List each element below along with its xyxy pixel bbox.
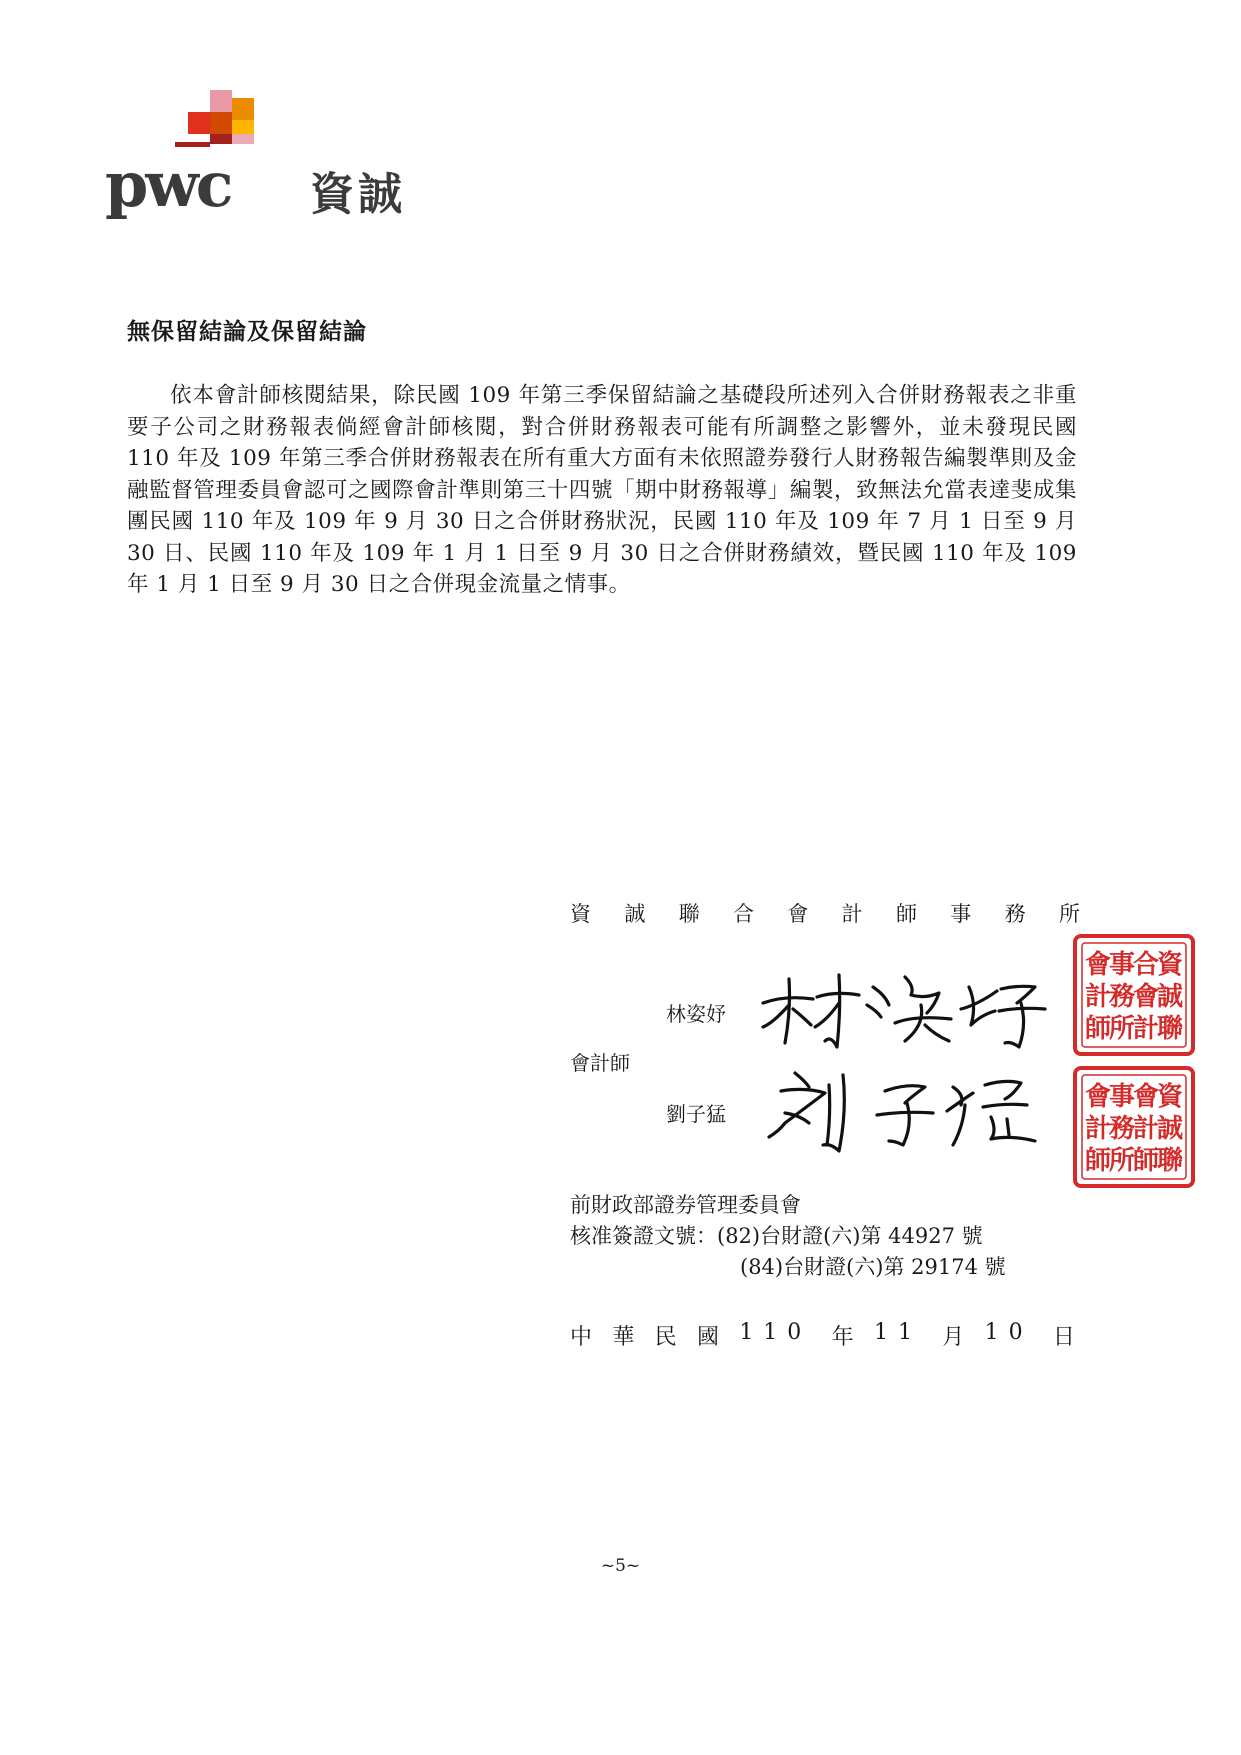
date-part: 國 — [696, 1325, 719, 1350]
date-part: 中 — [570, 1325, 593, 1350]
svg-text:計: 計 — [1084, 982, 1112, 1012]
svg-text:計: 計 — [1084, 1114, 1112, 1144]
svg-text:會: 會 — [1132, 982, 1160, 1012]
svg-text:所: 所 — [1108, 1014, 1136, 1044]
registration-authority: 前財政部證券管理委員會 — [570, 1193, 801, 1217]
svg-text:所: 所 — [1108, 1146, 1136, 1176]
svg-text:誠: 誠 — [1156, 982, 1184, 1012]
firm-name-char: 事 — [950, 902, 972, 926]
firm-name-char: 資 — [570, 902, 591, 926]
registration-number-1: 核准簽證文號：(82)台財證(六)第 44927 號 — [570, 1224, 983, 1248]
svg-text:事: 事 — [1108, 950, 1136, 980]
accountant-seal-stamp — [1072, 1065, 1196, 1189]
date-part: 10 — [984, 1320, 1033, 1345]
logo-wordmark: pwc — [105, 148, 231, 221]
svg-text:師: 師 — [1084, 1146, 1112, 1176]
page-number: ~5~ — [600, 1556, 641, 1576]
firm-name-char: 計 — [841, 902, 863, 926]
firm-seal-stamp — [1072, 933, 1196, 1057]
svg-text:計: 計 — [1132, 1014, 1160, 1044]
date-part: 月 — [942, 1325, 965, 1350]
accountant-name-2: 劉子猛 — [666, 1102, 726, 1126]
date-part: 日 — [1052, 1325, 1075, 1350]
date-part: 民 — [654, 1325, 677, 1350]
svg-text:務: 務 — [1108, 982, 1136, 1012]
date-part: 華 — [612, 1325, 635, 1350]
svg-text:計: 計 — [1132, 1114, 1160, 1144]
firm-name-char: 合 — [732, 902, 754, 926]
firm-name-char: 誠 — [624, 902, 646, 926]
pwc-logo — [105, 90, 435, 220]
svg-text:事: 事 — [1108, 1082, 1136, 1112]
firm-name-char: 師 — [895, 902, 917, 926]
svg-text:會: 會 — [1132, 1082, 1160, 1112]
date-part: 年 — [831, 1325, 854, 1350]
registration-number-2: (84)台財證(六)第 29174 號 — [740, 1255, 1006, 1279]
svg-text:誠: 誠 — [1156, 1114, 1184, 1144]
registration-info — [570, 1190, 1006, 1283]
signature-2 — [765, 1065, 1055, 1155]
svg-text:聯: 聯 — [1156, 1014, 1184, 1044]
svg-text:會: 會 — [1084, 1082, 1112, 1112]
svg-text:師: 師 — [1084, 1014, 1112, 1044]
firm-name-char: 所 — [1058, 902, 1080, 926]
accountant-title: 會計師 — [570, 1051, 630, 1075]
signature-1 — [755, 965, 1055, 1055]
conclusion-paragraph: 依本會計師核閱結果，除民國 109 年第三季保留結論之基礎段所述列入合併財務報表之非重要子公司之財務報表倘經會計師核閱，對合併財務報表可能有所調整之影響外，並未發現民國 110 年及 109 年第三季合併財務報表在所有重大方面有未依照證券發行人財務報告編製準則及金融監督管理委員會認可之國際會計準則第三十四號「期中財務報導」編製，致無法允當表達斐成集團民國 110 年及 109 年 9 月 30 日之合併財務狀況，民國 110 年及 109 年 7 月 1 日至 9 月 30 日、民國 110 年及 109 年 1 月 1 日至 9 月 30 日之合併財務績效，暨民國 110 年及 109 年 1 月 1 日至 9 月 30 日之合併現金流量之情事。 — [127, 383, 1077, 597]
svg-text:合: 合 — [1132, 950, 1160, 980]
svg-text:務: 務 — [1108, 1114, 1136, 1144]
firm-name — [570, 898, 1080, 928]
report-date — [570, 1320, 1075, 1351]
firm-name-char: 會 — [787, 902, 809, 926]
svg-text:聯: 聯 — [1156, 1146, 1184, 1176]
svg-text:資: 資 — [1156, 950, 1184, 980]
section-heading: 無保留結論及保留結論 — [127, 319, 367, 345]
date-part: 110 — [739, 1320, 812, 1345]
accountant-name-1: 林姿妤 — [666, 1002, 726, 1026]
firm-name-char: 聯 — [678, 902, 700, 926]
svg-text:資: 資 — [1156, 1082, 1184, 1112]
svg-text:會: 會 — [1084, 950, 1112, 980]
svg-text:師: 師 — [1132, 1146, 1160, 1176]
date-part: 11 — [873, 1320, 922, 1345]
logo-chinese-name: 資誠 — [310, 169, 406, 220]
firm-name-char: 務 — [1004, 902, 1026, 926]
